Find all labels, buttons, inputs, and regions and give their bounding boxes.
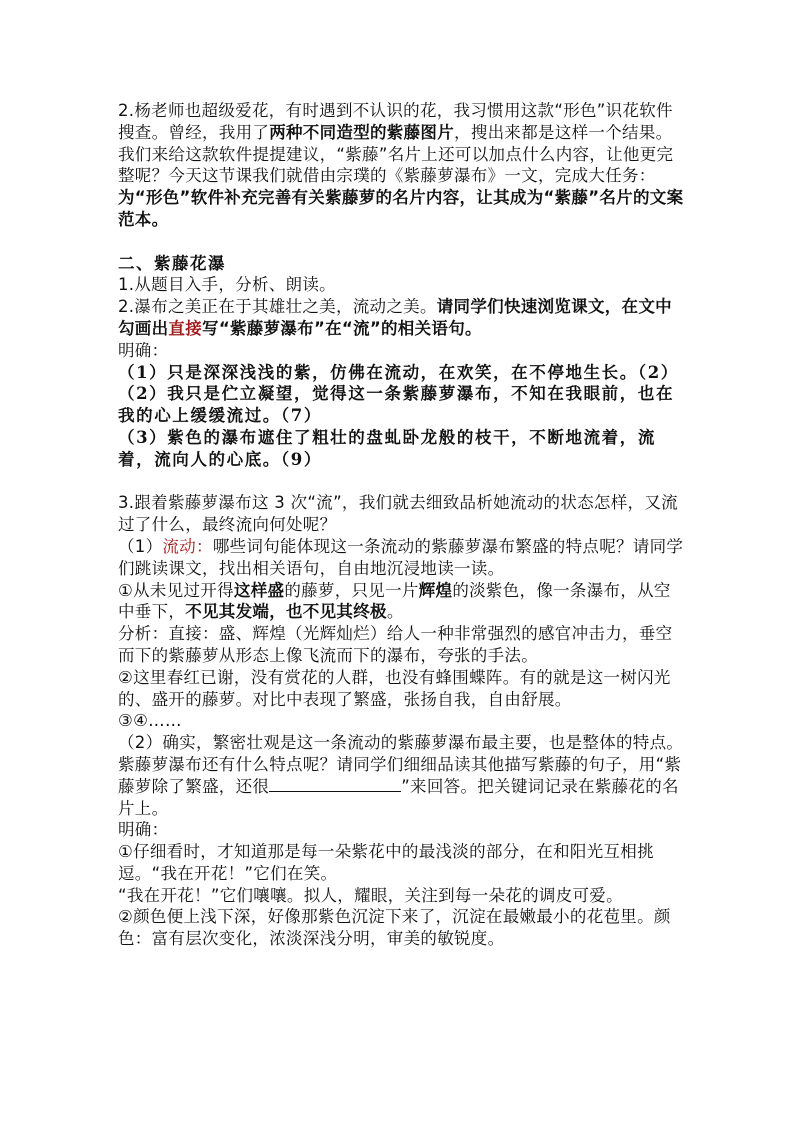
question-2	[118, 732, 684, 819]
question-2-text-1: （2）确实，繁密壮观是这一条流动的紫藤萝瀑布最主要，也是整体的特点。紫藤萝瀑布还有什么特点呢？请同学们细细品读其他描写紫藤的句子，用“紫藤萝除了繁盛，还很	[118, 733, 684, 796]
intro-bold-1: 两种不同造型的紫藤图片	[269, 122, 455, 142]
answer-1: （1）只是深深浅浅的紫，仿佛在流动，在欢笑，在不停地生长。（2）	[118, 362, 679, 382]
example-1-text-2: 的藤萝，只见一片	[284, 580, 419, 600]
answer-3: （3）紫色的瀑布遮住了粗壮的盘虬卧龙般的枝干，不断地流着，流着，流向人的心底。（9）	[118, 427, 656, 469]
question-2-text-2: ”来回答。把关键词记录在紫藤花的名片上。	[118, 776, 679, 818]
example-1	[118, 580, 684, 624]
finding-2: “我在开花！”它们嚷嚷。拟人，耀眼，关注到每一朵花的调皮可爱。	[118, 885, 623, 905]
example-1-bold-2: 辉煌	[418, 580, 453, 600]
step-2-instruction-1: 请同学们快速浏览课文，在文中勾画出	[118, 297, 672, 338]
example-2: ②这里春红已谢，没有赏花的人群，也没有蜂围蝶阵。有的就是这一树闪光的、盛开的藤萝。对比中表现了繁盛，张扬自我，自由舒展。	[118, 667, 671, 709]
step-2-text: 2.瀑布之美正在于其雄壮之美，流动之美。	[118, 297, 437, 317]
step-1: 1.从题目入手，分析、朗读。	[118, 275, 336, 295]
intro-text-2: ，搜出来都是这样一个结果。我们来给这款软件提提建议，“紫藤”名片上还可以加点什么内容，让他更完整呢？今天这节课我们就借由宗璞的《紫藤萝瀑布》一文，完成大任务：	[118, 122, 674, 186]
intro-task: 为“形色”软件补充完善有关紫藤萝的名片内容，让其成为“紫藤”名片的文案范本。	[118, 188, 684, 229]
question-1-number: （1）	[118, 536, 163, 556]
blank-line	[118, 471, 684, 493]
step-2	[118, 296, 684, 340]
section-heading: 二、紫藤花瀑	[118, 253, 226, 273]
document-page	[118, 100, 684, 950]
intro-text-1: 2.杨老师也超级爱花，有时遇到不认识的花，我习惯用这款“形色”识花软件搜查。曾经，我用了	[118, 101, 673, 142]
question-1	[118, 536, 684, 580]
example-3-4: ③④……	[118, 711, 182, 731]
fill-in-blank	[269, 776, 401, 792]
answer-label: 明确：	[118, 340, 169, 360]
example-1-bold-3: 不见其发端，也不见其终极	[185, 602, 387, 622]
question-1-keyword: 流动：	[162, 536, 213, 556]
step-2-instruction-2: 写“紫藤萝瀑布”在“流”的相关语句。	[202, 318, 482, 338]
example-1-text-1: ①从未见过开得	[118, 580, 234, 600]
finding-1: ①仔细看时，才知道那是每一朵紫花中的最浅淡的部分，在和阳光互相挑逗。“我在开花！”它们在笑。	[118, 842, 654, 883]
step-2-highlight: 直接	[168, 318, 203, 338]
step-3: 3.跟着紫藤萝瀑布这 3 次“流”，我们就去细致品析她流动的状态怎样，又流过了什么，最终流向何处呢？	[118, 493, 678, 535]
intro-paragraph	[118, 100, 684, 231]
blank-line	[118, 231, 684, 253]
question-1-text: 哪些词句能体现这一条流动的紫藤萝瀑布繁盛的特点呢？请同学们跳读课文，找出相关语句，自由地沉浸地读一读。	[118, 536, 684, 578]
example-1-text-3: 的淡紫色，像一条瀑布，从空中垂下，	[118, 580, 671, 622]
example-1-text-4: 。	[386, 602, 404, 622]
finding-3: ②颜色便上浅下深，好像那紫色沉淀下来了，沉淀在最嫩最小的花苞里。颜色：富有层次变化，浓淡深浅分明，审美的敏锐度。	[118, 907, 671, 949]
answer-label-2: 明确：	[118, 820, 169, 840]
answer-2: （2）我只是伫立凝望，觉得这一条紫藤萝瀑布，不知在我眼前，也在我的心上缓缓流过。（7）	[118, 384, 675, 426]
analysis: 分析：直接：盛、辉煌（光辉灿烂）给人一种非常强烈的感官冲击力，垂空而下的紫藤萝从形态上像飞流而下的瀑布，夸张的手法。	[118, 624, 673, 665]
example-1-bold-1: 这样盛	[233, 580, 285, 600]
